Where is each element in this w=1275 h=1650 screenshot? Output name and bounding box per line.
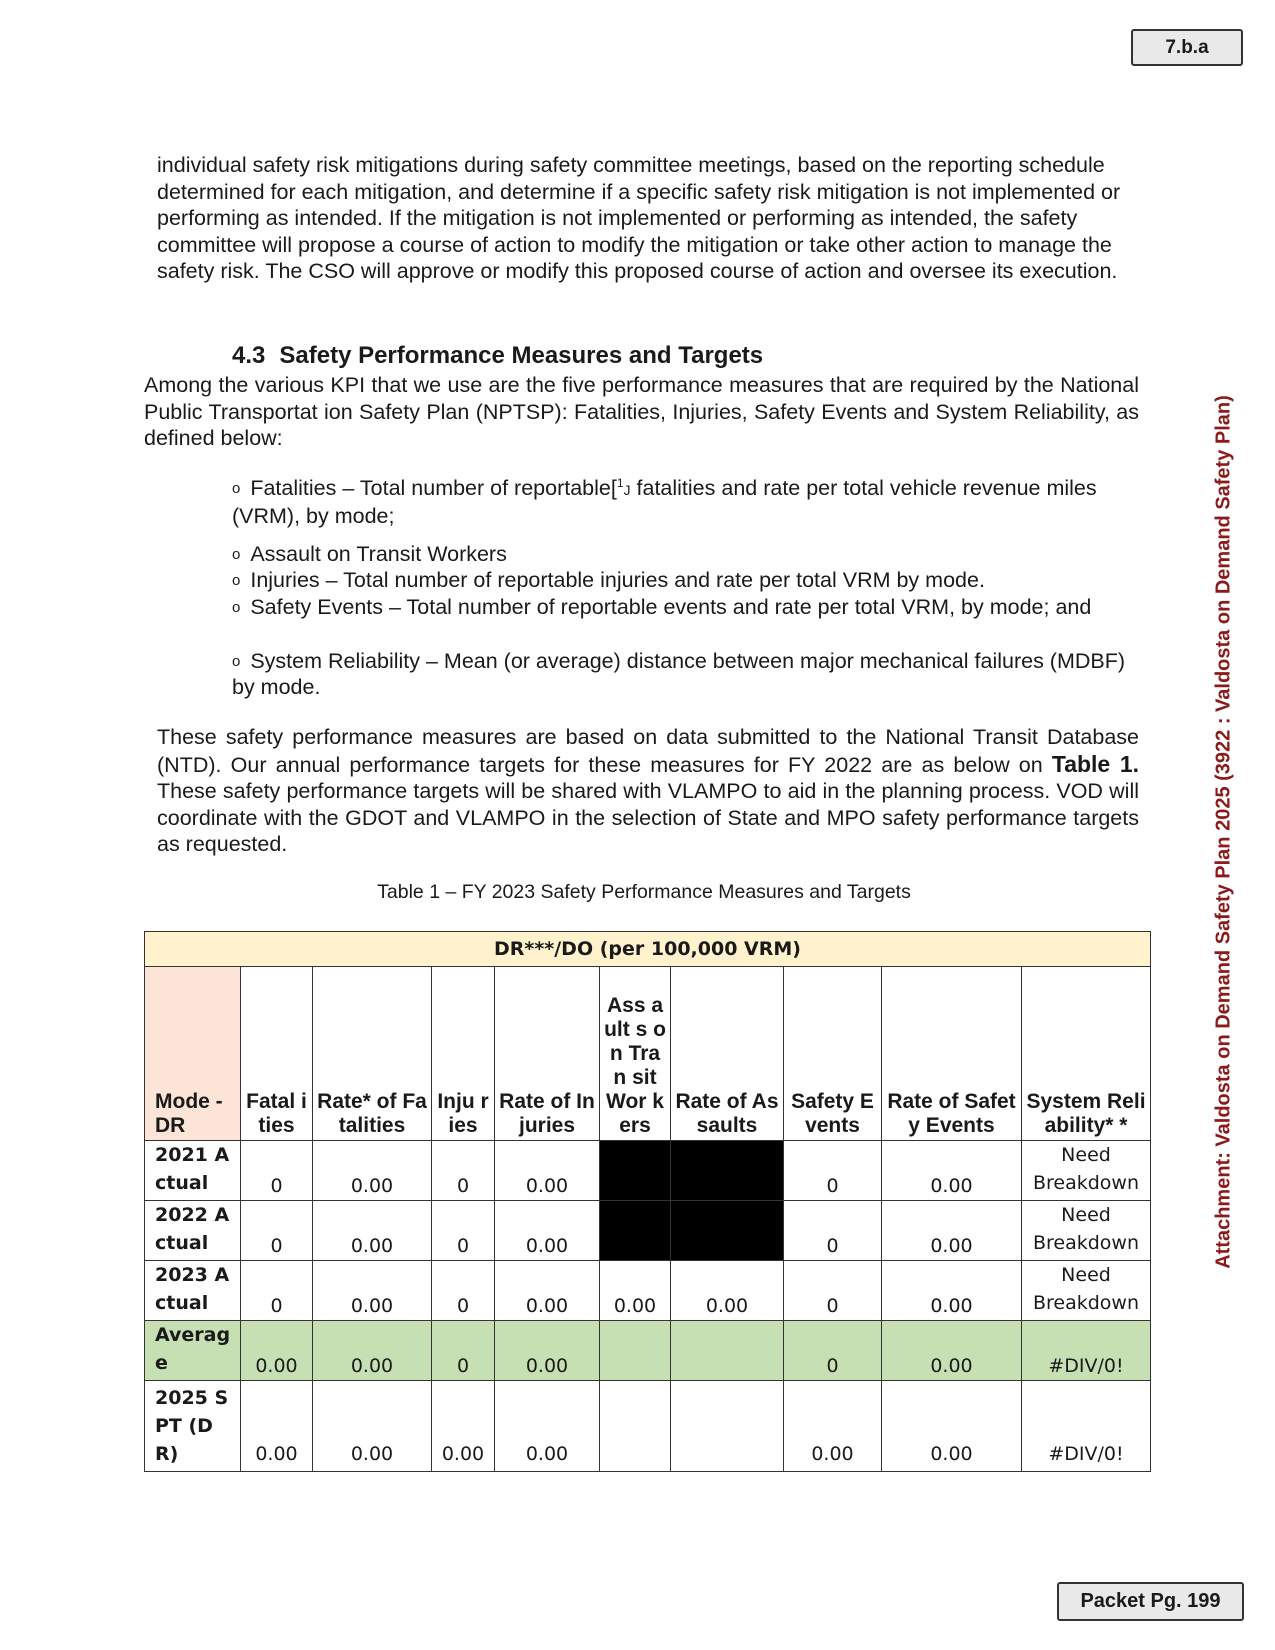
col-header-injuries: Inju ries bbox=[432, 967, 495, 1141]
bullet-safety-events: o Safety Events – Total number of reportable events and rate per total VRM, by mode; and bbox=[232, 595, 1092, 619]
cell-rate-fatalities: 0.00 bbox=[313, 1321, 432, 1381]
col-header-system-reliability: System Reliability* * bbox=[1022, 967, 1151, 1141]
table-row bbox=[145, 1201, 1151, 1261]
cell-assaults bbox=[600, 1321, 671, 1381]
col-header-fatalities: Fatal ities bbox=[241, 967, 313, 1141]
cell-fatalities: 0 bbox=[241, 1141, 313, 1201]
cell-rate-assaults: 0.00 bbox=[671, 1261, 784, 1321]
col-header-rate-safety-events: Rate of Safety Events bbox=[882, 967, 1022, 1141]
document-tag: 7.b.a bbox=[1131, 29, 1243, 66]
bullet-marker: o bbox=[232, 480, 241, 498]
row-label: 2022 Actual bbox=[145, 1201, 241, 1261]
row-label: 2021 Actual bbox=[145, 1141, 241, 1201]
col-header-mode: Mode - DR bbox=[145, 967, 241, 1141]
redacted-cell bbox=[600, 1141, 671, 1201]
cell-fatalities: 0 bbox=[241, 1261, 313, 1321]
cell-safety-events: 0.00 bbox=[784, 1381, 882, 1472]
redacted-cell bbox=[671, 1141, 784, 1201]
col-header-safety-events: Safety Events bbox=[784, 967, 882, 1141]
cell-system-reliability: Need Breakdown bbox=[1022, 1261, 1151, 1321]
cell-system-reliability: #DIV/0! bbox=[1022, 1321, 1151, 1381]
table-row-target bbox=[145, 1381, 1151, 1472]
footnote-ref: 1 bbox=[616, 476, 624, 490]
bullet-fatalities: o Fatalities – Total number of reportable[$^1$J fatalities and rate per total vehicle revenue miles (VRM), by mode; bbox=[232, 476, 1097, 528]
bullet-marker: o bbox=[232, 599, 241, 616]
cell-fatalities: 0.00 bbox=[241, 1321, 313, 1381]
cell-system-reliability: #DIV/0! bbox=[1022, 1381, 1151, 1472]
cell-rate-safety-events: 0.00 bbox=[882, 1381, 1022, 1472]
bullet-system-reliability: o System Reliability – Mean (or average) distance between major mechanical failures (MDBF) by mode. bbox=[232, 649, 1126, 699]
redacted-cell bbox=[600, 1201, 671, 1261]
cell-fatalities: 0 bbox=[241, 1201, 313, 1261]
cell-injuries: 0 bbox=[432, 1201, 495, 1261]
mitigation-paragraph: individual safety risk mitigations during safety committee meetings, based on the reporting schedule determined for each mitigation, and determine if a specific safety risk mitigation is not implemented or performing as intended. If the mitigation is not implemented or performing as intended, the safety committee will propose a course of action to modify the mitigation or take other action to manage the safety risk. The CSO will approve or modify this proposed course of action and oversee its execution. bbox=[157, 153, 1121, 284]
cell-rate-assaults bbox=[671, 1321, 784, 1381]
bullet-marker: o bbox=[232, 653, 241, 670]
bullet-marker: o bbox=[232, 546, 241, 563]
cell-safety-events: 0 bbox=[784, 1201, 882, 1261]
cell-safety-events: 0 bbox=[784, 1321, 882, 1381]
row-label: 2023 Actual bbox=[145, 1261, 241, 1321]
bullet-injuries: o Injuries – Total number of reportable injuries and rate per total VRM by mode. bbox=[232, 568, 985, 592]
cell-injuries: 0.00 bbox=[432, 1381, 495, 1472]
col-header-rate-assaults: Rate of Assaults bbox=[671, 967, 784, 1141]
table-row-average bbox=[145, 1321, 1151, 1381]
bullet-marker: o bbox=[232, 572, 241, 589]
kpi-paragraph: Among the various KPI that we use are the five performance measures that are required by the National Public Transportat ion Safety Plan (NPTSP): Fatalities, Injuries, Safety Events and System Reliability, as defined below: bbox=[144, 373, 1139, 451]
col-header-assaults: Ass ault s on Tran sit Wor kers bbox=[600, 967, 671, 1141]
row-label: 2025 SPT (DR) bbox=[145, 1381, 241, 1472]
cell-rate-safety-events: 0.00 bbox=[882, 1201, 1022, 1261]
cell-rate-fatalities: 0.00 bbox=[313, 1201, 432, 1261]
cell-safety-events: 0 bbox=[784, 1141, 882, 1201]
table-caption: Table 1 – FY 2023 Safety Performance Measures and Targets bbox=[377, 881, 911, 903]
section-title: Safety Performance Measures and Targets bbox=[279, 342, 764, 369]
cell-fatalities: 0.00 bbox=[241, 1381, 313, 1472]
col-header-rate-fatalities: Rate* of Fatalities bbox=[313, 967, 432, 1141]
cell-rate-injuries: 0.00 bbox=[495, 1321, 600, 1381]
attachment-label: Attachment: Valdosta on Demand Safety Plan 2025 (3922 : Valdosta on Demand Safety Plan) bbox=[1212, 395, 1235, 1269]
section-heading bbox=[232, 342, 763, 370]
cell-rate-safety-events: 0.00 bbox=[882, 1261, 1022, 1321]
redacted-cell bbox=[671, 1201, 784, 1261]
cell-rate-injuries: 0.00 bbox=[495, 1261, 600, 1321]
cell-rate-safety-events: 0.00 bbox=[882, 1141, 1022, 1201]
cell-injuries: 0 bbox=[432, 1141, 495, 1201]
cell-rate-injuries: 0.00 bbox=[495, 1381, 600, 1472]
table-row bbox=[145, 1261, 1151, 1321]
table-title: DR***/DO (per 100,000 VRM) bbox=[145, 932, 1151, 967]
cell-rate-fatalities: 0.00 bbox=[313, 1261, 432, 1321]
table-reference: Table 1. bbox=[1051, 750, 1139, 777]
cell-injuries: 0 bbox=[432, 1321, 495, 1381]
cell-assaults: 0.00 bbox=[600, 1261, 671, 1321]
bullet-assault: o Assault on Transit Workers bbox=[232, 542, 507, 566]
cell-rate-injuries: 0.00 bbox=[495, 1201, 600, 1261]
cell-rate-fatalities: 0.00 bbox=[313, 1141, 432, 1201]
cell-safety-events: 0 bbox=[784, 1261, 882, 1321]
cell-assaults bbox=[600, 1381, 671, 1472]
cell-rate-injuries: 0.00 bbox=[495, 1141, 600, 1201]
cell-rate-fatalities: 0.00 bbox=[313, 1381, 432, 1472]
col-header-rate-injuries: Rate of Injuries bbox=[495, 967, 600, 1141]
cell-injuries: 0 bbox=[432, 1261, 495, 1321]
cell-rate-assaults bbox=[671, 1381, 784, 1472]
packet-page-number: Packet Pg. 199 bbox=[1057, 1582, 1244, 1621]
cell-rate-safety-events: 0.00 bbox=[882, 1321, 1022, 1381]
row-label: Averag e bbox=[145, 1321, 241, 1381]
section-number: 4.3 bbox=[232, 342, 266, 369]
cell-system-reliability: Need Breakdown bbox=[1022, 1201, 1151, 1261]
table-header-row bbox=[145, 967, 1151, 1141]
targets-paragraph: These safety performance measures are based on data submitted to the National Transit Database (NTD). Our annual performance targets for these measures for FY 2022 are as below on Table 1. These safety performance targets will be shared with VLAMPO to aid in the planning process. VOD will coordinate with the GDOT and VLAMPO in the selection of State and MPO safety performance targets as requested. bbox=[157, 725, 1139, 857]
table-row bbox=[145, 1141, 1151, 1201]
safety-targets-table bbox=[144, 931, 1151, 1472]
cell-system-reliability: Need Breakdown bbox=[1022, 1141, 1151, 1201]
